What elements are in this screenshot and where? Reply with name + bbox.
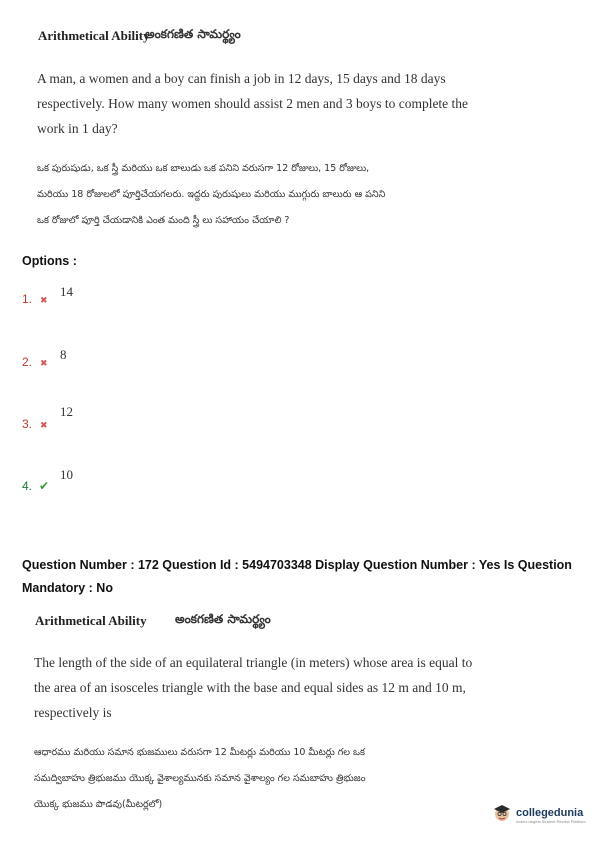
option-item[interactable]	[22, 467, 73, 495]
subject-label-telugu: అంకగణిత సామర్థ్యం	[145, 27, 241, 41]
wrong-icon: ✖	[40, 296, 48, 306]
option-value: 12	[60, 404, 73, 419]
question-line: A man, a women and a boy can finish a job in 12 days, 15 days and 18 days	[37, 71, 446, 86]
question-line: respectively. How many women should assist 2 men and 3 boys to complete the	[37, 96, 469, 111]
question-line-telugu: మరియు 18 రోజులలో పూర్తిచేయగలరు. ఇద్దరు పురుషులు మరియు ముగ్గురు బాలురు ఆ పనిని	[37, 189, 386, 200]
wrong-icon: ✖	[40, 421, 48, 431]
question-line: work in 1 day?	[37, 121, 118, 136]
graduate-icon	[492, 803, 512, 828]
option-value: 10	[60, 467, 73, 482]
option-number: 1.	[22, 292, 33, 306]
option-item[interactable]	[22, 284, 73, 308]
option-number: 3.	[22, 417, 33, 431]
logo-tagline: India's largest Student Review Platform	[516, 819, 586, 824]
question-text-english	[37, 66, 469, 141]
question-line-telugu: సమద్విబాహు త్రిభుజము యొక్క వైశాల్యమునకు సమాన వైశాల్యం గల సమబాహు త్రిభుజం	[34, 773, 366, 784]
question-line: the area of an isosceles triangle with the base and equal sides as 12 m and 10 m,	[34, 680, 466, 695]
question-text-telugu	[37, 156, 457, 234]
wrong-icon: ✖	[40, 359, 48, 369]
option-value: 14	[60, 284, 73, 299]
question-line: The length of the side of an equilateral triangle (in meters) whose area is equal to	[34, 655, 473, 670]
subject-label-telugu: అంకగణిత సామర్థ్యం	[175, 612, 271, 626]
question-text-english	[34, 650, 473, 725]
options-label: Options :	[22, 254, 77, 268]
option-number: 2.	[22, 355, 33, 369]
option-item[interactable]	[22, 347, 67, 371]
logo-name: collegedunia	[516, 807, 584, 819]
question-line-telugu: ఆధారము మరియు సమాన భుజములు వరుసగా 12 మీటర్లు మరియు 10 మీటర్లు గల ఒక	[34, 747, 365, 758]
question-line-telugu: యొక్క భుజము పొడవు(మీటర్లలో)	[34, 799, 163, 810]
question-line-telugu: ఒక పురుషుడు, ఒక స్త్రీ మరియు ఒక బాలుడు ఒక పనిని వరుసగా 12 రోజులు, 15 రోజులు,	[37, 163, 370, 174]
option-item[interactable]	[22, 404, 73, 433]
subject-label: Arithmetical Ability	[38, 28, 150, 43]
collegedunia-logo	[492, 803, 586, 828]
option-number: 4.	[22, 479, 33, 493]
question-info: Question Number : 172 Question Id : 5494703348 Display Question Number : Yes Is Question Mandatory : No	[22, 558, 572, 595]
question-line-telugu: ఒక రోజులో పూర్తి చేయడానికి ఎంత మంది స్త్రీ లు సహాయం చేయాలి ?	[37, 215, 290, 226]
question-line: respectively is	[34, 705, 112, 720]
check-icon: ✔	[39, 479, 50, 493]
subject-label: Arithmetical Ability	[35, 613, 147, 628]
question-text-telugu	[34, 740, 454, 818]
option-value: 8	[60, 347, 67, 362]
